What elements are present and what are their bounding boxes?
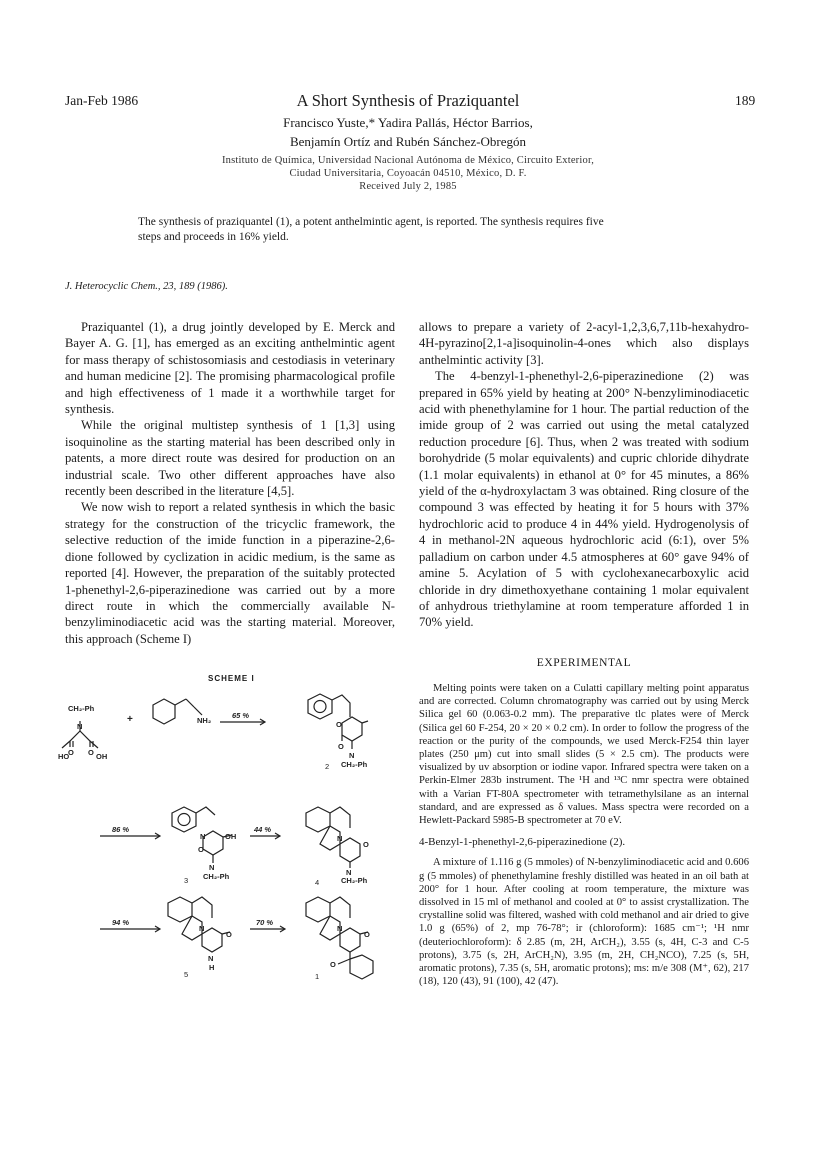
results-paragraph-2: The 4-benzyl-1-phenethyl-2,6-piperazinedione (2) was prepared in 65% yield by heating at 200° N-benzyliminodiacetic acid with phenethylamine for 1 hour. The partial reduction of the imide group of 2 was carried out using the metal catalyzed reduction procedure [6]. Thus, when 2 was treated with sodium borohydride (5 molar equivalents) and cupric chloride dihydrate (1.1 molar equivalents) in ethanol at 0° for 45 minutes, a 86% yield of the α-hydroxylactam 3 was obtained. Ring closure of the compound 3 was effected by heating it for 5 hours with 37% hydrochloric acid to produce 4 in 44% yield. Hydrogenolysis of 4 in methanol-2N aqueous hydrochloric acid (6:1), over 5% palladium on carbon under 4.5 atmospheres at 60° gave 94% of amine 5. Acylation of 5 with cyclohexanecarboxylic acid chloride in dry dimethoxyethane containing 1 molar equivalent of anhydrous triethylamine at room temperature afforded 1 in 70% yield. [419,369,749,630]
experimental-section [419,682,749,988]
compound-4-structure [306,807,360,868]
compound-3-n-label: N [200,832,206,841]
compound-5-n-label: N [199,924,205,933]
journal-citation: J. Heterocyclic Chem., 23, 189 (1986). [65,281,228,292]
intro-paragraph-2: While the original multistep synthesis of 1 [1,3] using isoquinoline as the starting material has been described only in patents, a more direct route was desired for production on an industrial scale. Two other different approaches have also recently been described in the literature [4,5]. [65,418,395,499]
yield-label-65: 65 % [232,711,250,720]
yield-label-70: 70 % [256,918,274,927]
page-number: 189 [735,93,756,108]
compound-3-n2-label: N [209,863,215,872]
compound-4-n2-label: N [346,868,352,877]
received-date: Received July 2, 1985 [359,181,457,192]
running-header-date: Jan-Feb 1986 [65,93,139,108]
compound-number-5: 5 [184,970,189,979]
compound-2-subheading: 4-Benzyl-1-phenethyl-2,6-piperazinedione (2). [419,836,626,849]
intro-paragraph-1: Praziquantel (1), a drug jointly developed by E. Merck and Bayer A. G. [1], has emerged as an exciting anthelmintic agent for mass therapy of schistosomiasis and cestodiasis in veterinary and human medicine [2]. The promising pharmacological profile and high effectiveness of 1 made it a worthwhile target for synthesis. [65,320,395,417]
compound-5-o-label: O [226,930,232,939]
intro-paragraph-3: We now wish to report a related synthesis in which the basic strategy for the construction of the tricyclic framework, the selective reduction of the imide function in a piperazine-2,6-dione followed by cyclization in acidic medium, is the same as reported [4]. However, the preparation of the suitably protected 1-phenethyl-2,6-piperazinedione was carried out by a more direct route in which the commercially available N-benzyliminodiacetic acid was the starting material. Moreover, this approach (Scheme I) [65,500,395,646]
authors-line-2: Benjamín Ortíz and Rubén Sánchez-Obregón [289,134,527,149]
affiliation-line-1: Instituto de Química, Universidad Nacional Autónoma de México, Circuito Exterior, [221,155,595,166]
compound-3-o-label: O [198,845,204,854]
praziquantel-acyl-o-label: O [330,960,336,969]
abstract [138,215,678,245]
ho-label: HO [58,752,70,761]
compound-4-ch2ph: CH₂-Ph [341,876,368,885]
compound-2-o-left: O [338,742,344,751]
praziquantel-o-label: O [364,930,370,939]
compound-5-nh-label: N [208,954,214,963]
o-label-2: O [88,748,94,757]
scheme-title: SCHEME I [208,674,255,683]
scheme-i-drawing [60,685,405,985]
n-label-1: N [77,722,83,731]
abstract-line-2: steps and proceeds in 16% yield. [138,231,289,243]
compound-number-3: 3 [184,876,189,885]
compound-3-oh-label: OH [225,832,237,841]
yield-label-86: 86 % [112,825,130,834]
experimental-heading: EXPERIMENTAL [536,657,632,669]
article-title: A Short Synthesis of Praziquantel [296,91,520,110]
compound-2-o-top: O [336,720,342,729]
plus-sign: + [127,714,133,725]
compound-2-procedure: A mixture of 1.116 g (5 mmoles) of N-benzyliminodiacetic acid and 0.606 g (5 mmoles) of phenethylamine freshly distilled was heated in an oil bath at 200° for 1 hour. After cooling at room temperature, the mixture was dissolved in 15 ml of methanol and cooled at 0° to assist crystallization. The crystalline solid was filtered, washed with cold methanol and air dried to give 1.0 g (65%) of 2, mp 76-78°; ir (chloroform): 1685 cm⁻¹; ¹H nmr (deuteriochloroform): δ 2.85 (m, 2H, ArCH₂), 3.55 (s, 4H, C-3 and C-5 protons), 3.75 (s, 2H, ArCH₂N), 3.95 (m, 2H, CH₂NCO), 7.25 (s, 5H, aromatic protons), 7.35 (s, 5H, aromatic protons); ms: m/e 308 (M⁺, 62), 217 (18), 120 (43), 91 (100), 42 (47). [419,857,749,988]
right-column [419,319,749,631]
nh2-label: NH₂ [197,716,212,725]
abstract-line-1: The synthesis of praziquantel (1), a potent anthelmintic agent, is reported. The synthesis requires five [138,216,604,228]
results-paragraph-1: allows to prepare a variety of 2-acyl-1,2,3,6,7,11b-hexahydro-4H-pyrazino[2,1-a]isoquinolin-4-ones which also displays anthelmintic activity [3]. [419,320,749,367]
compound-2-ch2ph: CH₂-Ph [341,760,368,769]
compound-number-4: 4 [315,878,320,887]
authors-line-1: Francisco Yuste,* Yadira Pallás, Héctor Barrios, [283,115,533,130]
yield-label-44: 44 % [254,825,272,834]
ch2ph-label-1: CH₂-Ph [68,704,95,713]
praziquantel-structure [306,897,373,979]
compound-5-h-label: H [209,963,215,972]
compound-4-o-label: O [363,840,369,849]
oh-label: OH [96,752,108,761]
compound-2-n-label: N [349,751,355,760]
yield-label-94: 94 % [112,918,130,927]
left-column [65,319,395,647]
phenethylamine-structure [153,699,202,724]
o-label-1: O [68,748,74,757]
experimental-general-paragraph: Melting points were taken on a Culatti capillary melting point apparatus and are corrected. Column chromatography was carried out by using Merck Silica gel 60 (0.063-0.2 mm). The preparative tlc plates were of Merck (Silica gel 60 F-254, 20 × 20 × 0.2 cm). In order to follow the progress of the reaction or the purity of the compounds, we used Merck-F254 thin layer plates (250 μm) cut into small slides (5 × 2.5 cm). The products were visualized by uv absorption or iodine vapor. Infrared spectra were taken on a Perkin-Elmer 283b instrument. The ¹H and ¹³C nmr spectra were obtained with a Varian FT-80A spectrometer with tetramethylsilane as an internal standard, and are expressed as δ values. Mass spectra were recorded on a Hewlett-Packard 5985-B spectrometer at 70 eV. [419,683,749,827]
compound-4-n-label: N [337,834,343,843]
compound-number-1: 1 [315,972,320,981]
praziquantel-n-label: N [337,924,343,933]
compound-3-ch2ph: CH₂-Ph [203,872,230,881]
affiliation-line-2: Ciudad Universitaria, Coyoacán 04510, México, D. F. [289,168,527,179]
compound-number-2: 2 [325,762,330,771]
